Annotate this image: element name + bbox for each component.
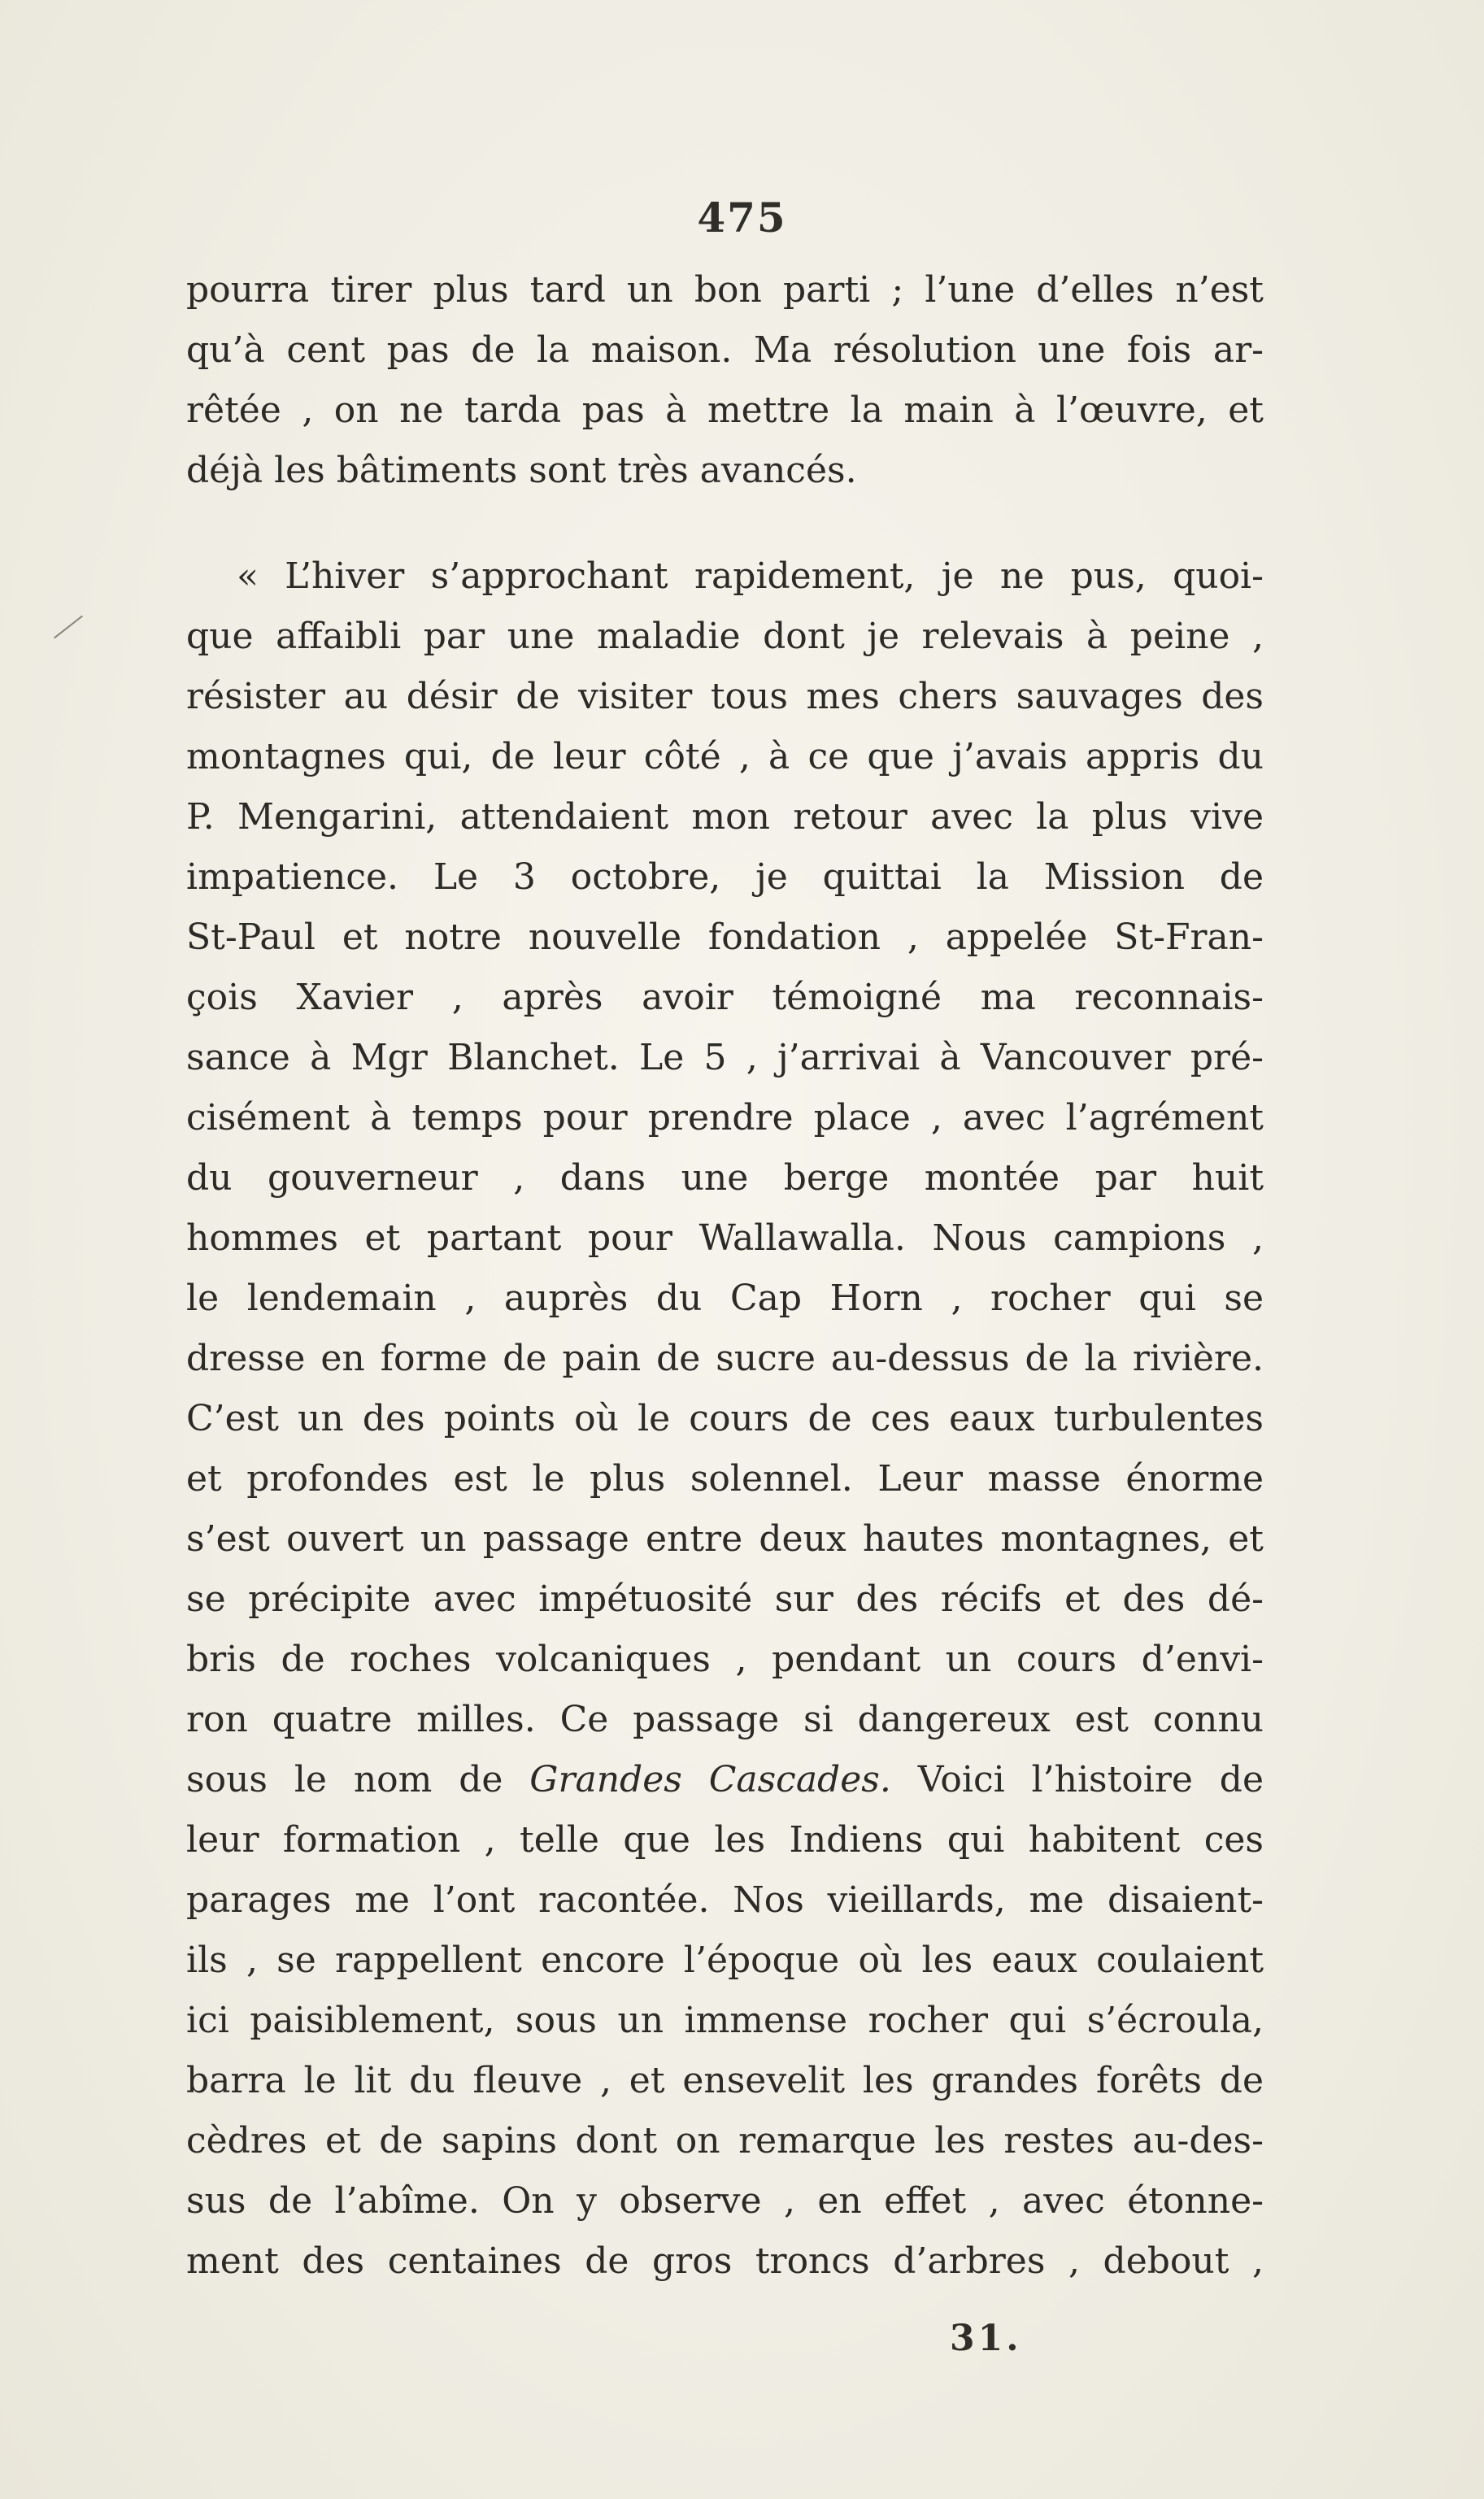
text-line: pourra tirer plus tard un bon parti ; l’une d’elles n’est	[186, 269, 1264, 311]
text-line: impatience. Le 3 octobre, je quittai la Mission de	[186, 856, 1264, 898]
text-line: P. Mengarini, attendaient mon retour avec la plus vive	[186, 796, 1264, 838]
text-line: bris de roches volcaniques , pendant un cours d’envi-	[186, 1639, 1264, 1680]
text-line: que affaibli par une maladie dont je relevais à peine ,	[186, 616, 1264, 657]
text-line-mixed	[186, 1750, 1264, 1810]
text-line: parages me l’ont racontée. Nos vieillards, me disaient-	[186, 1879, 1264, 1921]
text-line: rêtée , on ne tarda pas à mettre la main à l’œuvre, et	[186, 390, 1264, 431]
text-line: « L’hiver s’approchant rapidement, je ne pus, quoi-	[237, 555, 1264, 597]
text-line: leur formation , telle que les Indiens qui habitent ces	[186, 1819, 1264, 1861]
text-line: St-Paul et notre nouvelle fondation , appelée St-Fran-	[186, 916, 1264, 958]
text-line: qu’à cent pas de la maison. Ma résolution une fois ar-	[186, 329, 1264, 371]
body-text	[186, 260, 1264, 2292]
text-line: se précipite avec impétuosité sur des récifs et des dé-	[186, 1578, 1264, 1620]
text-line: sus de l’abîme. On y observe , en effet , avec étonne-	[186, 2180, 1264, 2222]
italic-phrase: Grandes Cascades.	[529, 1759, 891, 1800]
text-line: çois Xavier , après avoir témoigné ma reconnais-	[186, 977, 1264, 1018]
text-line: cisément à temps pour prendre place , avec l’agrément	[186, 1097, 1264, 1138]
text-line: cèdres et de sapins dont on remarque les restes au-des-	[186, 2120, 1264, 2162]
text-line: hommes et partant pour Wallawalla. Nous campions ,	[186, 1217, 1264, 1259]
text-line: s’est ouvert un passage entre deux hautes montagnes, et	[186, 1518, 1264, 1560]
text-line: ici paisiblement, sous un immense rocher qui s’écroula,	[186, 2000, 1264, 2041]
paragraph-gap	[186, 501, 1264, 546]
text-line: le lendemain , auprès du Cap Horn , rocher qui se	[186, 1278, 1264, 1319]
text-line: résister au désir de visiter tous mes chers sauvages des	[186, 676, 1264, 717]
text-line: C’est un des points où le cours de ces eaux turbulentes	[186, 1398, 1264, 1439]
text-line: sance à Mgr Blanchet. Le 5 , j’arrivai à Vancouver pré-	[186, 1037, 1264, 1078]
text-line: ment des centaines de gros troncs d’arbres , debout ,	[186, 2240, 1264, 2282]
text-segment: sous le nom de	[186, 1759, 530, 1800]
page-number: 475	[697, 194, 787, 242]
text-line: ron quatre milles. Ce passage si dangereux est connu	[186, 1699, 1264, 1740]
margin-mark	[54, 616, 83, 639]
text-line: et profondes est le plus solennel. Leur masse énorme	[186, 1458, 1264, 1500]
text-line: déjà les bâtiments sont très avancés.	[186, 450, 857, 491]
text-segment: Voici l’histoire de	[890, 1759, 1264, 1800]
text-line: barra le lit du fleuve , et ensevelit les grandes forêts de	[186, 2060, 1264, 2101]
text-line: du gouverneur , dans une berge montée par huit	[186, 1157, 1264, 1199]
signature-mark: 31.	[950, 2318, 1022, 2359]
text-line: montagnes qui, de leur côté , à ce que j’avais appris du	[186, 736, 1264, 777]
text-line: dresse en forme de pain de sucre au-dessus de la rivière.	[186, 1338, 1264, 1379]
text-line: ils , se rappellent encore l’époque où les eaux coulaient	[186, 1940, 1264, 1981]
